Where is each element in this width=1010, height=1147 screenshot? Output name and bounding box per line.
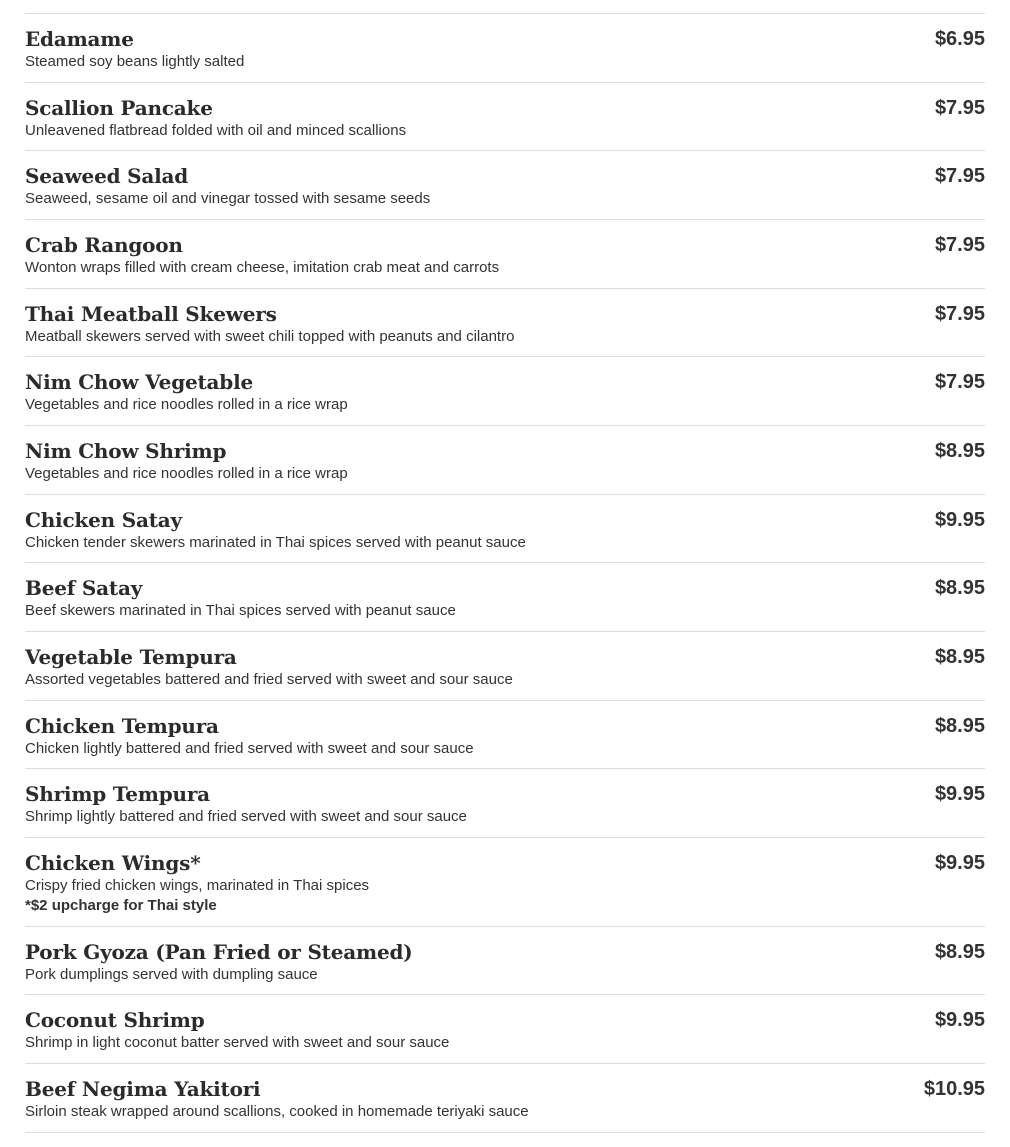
- menu-item: [25, 151, 985, 220]
- item-name: Chicken Wings*: [25, 851, 201, 875]
- item-name: Nim Chow Shrimp: [25, 439, 227, 463]
- item-price: $9.95: [934, 509, 985, 531]
- menu-item: [25, 838, 985, 927]
- item-name: Edamame: [25, 27, 134, 51]
- item-name: Beef Satay: [25, 576, 143, 600]
- item-price: $9.95: [934, 783, 985, 805]
- item-description: Vegetables and rice noodles rolled in a rice wrap: [25, 396, 348, 413]
- item-description: Seaweed, sesame oil and vinegar tossed with sesame seeds: [25, 190, 431, 207]
- item-description: Shrimp in light coconut batter served with sweet and sour sauce: [25, 1034, 450, 1051]
- menu-item: [25, 1064, 985, 1133]
- item-price: $7.95: [934, 371, 985, 393]
- item-price: $7.95: [934, 97, 985, 119]
- item-name: Chicken Satay: [25, 508, 182, 532]
- item-name: Nim Chow Vegetable: [25, 370, 254, 394]
- item-price: $9.95: [934, 1009, 985, 1031]
- menu-item: [25, 995, 985, 1064]
- item-price: $7.95: [934, 234, 985, 256]
- item-description: Pork dumplings served with dumpling sauce: [25, 966, 318, 983]
- item-name: Beef Negima Yakitori: [25, 1077, 261, 1101]
- menu-item: [25, 927, 985, 995]
- item-description: Vegetables and rice noodles rolled in a rice wrap: [25, 465, 348, 482]
- partial-menu-item-top: [25, 0, 985, 14]
- item-name: Vegetable Tempura: [25, 645, 237, 669]
- menu-item: [25, 220, 985, 289]
- item-price: $9.95: [934, 852, 985, 874]
- item-description: Chicken lightly battered and fried served with sweet and sour sauce: [25, 740, 474, 757]
- menu-item: [25, 701, 985, 769]
- item-description: Steamed soy beans lightly salted: [25, 53, 245, 70]
- menu-item: [25, 563, 985, 632]
- item-price: $8.95: [934, 440, 985, 462]
- menu-item: [25, 357, 985, 426]
- item-description: Unleavened flatbread folded with oil and minced scallions: [25, 122, 407, 139]
- menu-item: [25, 14, 985, 83]
- item-price: $10.95: [923, 1078, 985, 1100]
- appetizer-menu-list: [25, 0, 985, 1147]
- item-description: Wonton wraps filled with cream cheese, imitation crab meat and carrots: [25, 259, 500, 276]
- item-description: Meatball skewers served with sweet chili topped with peanuts and cilantro: [25, 328, 515, 345]
- menu-item: [25, 632, 985, 701]
- item-note: *$2 upcharge for Thai style: [25, 897, 217, 914]
- item-description: Chicken tender skewers marinated in Thai spices served with peanut sauce: [25, 534, 526, 551]
- item-price: $7.95: [934, 303, 985, 325]
- item-name: Scallion Pancake: [25, 96, 213, 120]
- item-description: Shrimp lightly battered and fried served with sweet and sour sauce: [25, 808, 467, 825]
- item-description: Sirloin steak wrapped around scallions, cooked in homemade teriyaki sauce: [25, 1103, 529, 1120]
- item-name: Pork Gyoza (Pan Fried or Steamed): [25, 940, 413, 964]
- item-description: Assorted vegetables battered and fried served with sweet and sour sauce: [25, 671, 513, 688]
- item-price: $6.95: [934, 28, 985, 50]
- menu-item: [25, 83, 985, 151]
- menu-item: [25, 769, 985, 838]
- menu-item: [25, 495, 985, 563]
- item-name: Thai Meatball Skewers: [25, 302, 277, 326]
- item-price: $8.95: [934, 577, 985, 599]
- item-name: Crab Rangoon: [25, 233, 183, 257]
- menu-item: [25, 426, 985, 495]
- item-description: Crispy fried chicken wings, marinated in Thai spices: [25, 877, 370, 894]
- menu-item: [25, 289, 985, 357]
- item-name: Seaweed Salad: [25, 164, 189, 188]
- item-name: Shrimp Tempura: [25, 782, 210, 806]
- item-name: Chicken Tempura: [25, 714, 219, 738]
- item-price: $8.95: [934, 715, 985, 737]
- item-price: $8.95: [934, 646, 985, 668]
- item-price: $7.95: [934, 165, 985, 187]
- item-name: Coconut Shrimp: [25, 1008, 205, 1032]
- item-price: $8.95: [934, 941, 985, 963]
- item-description: Beef skewers marinated in Thai spices served with peanut sauce: [25, 602, 456, 619]
